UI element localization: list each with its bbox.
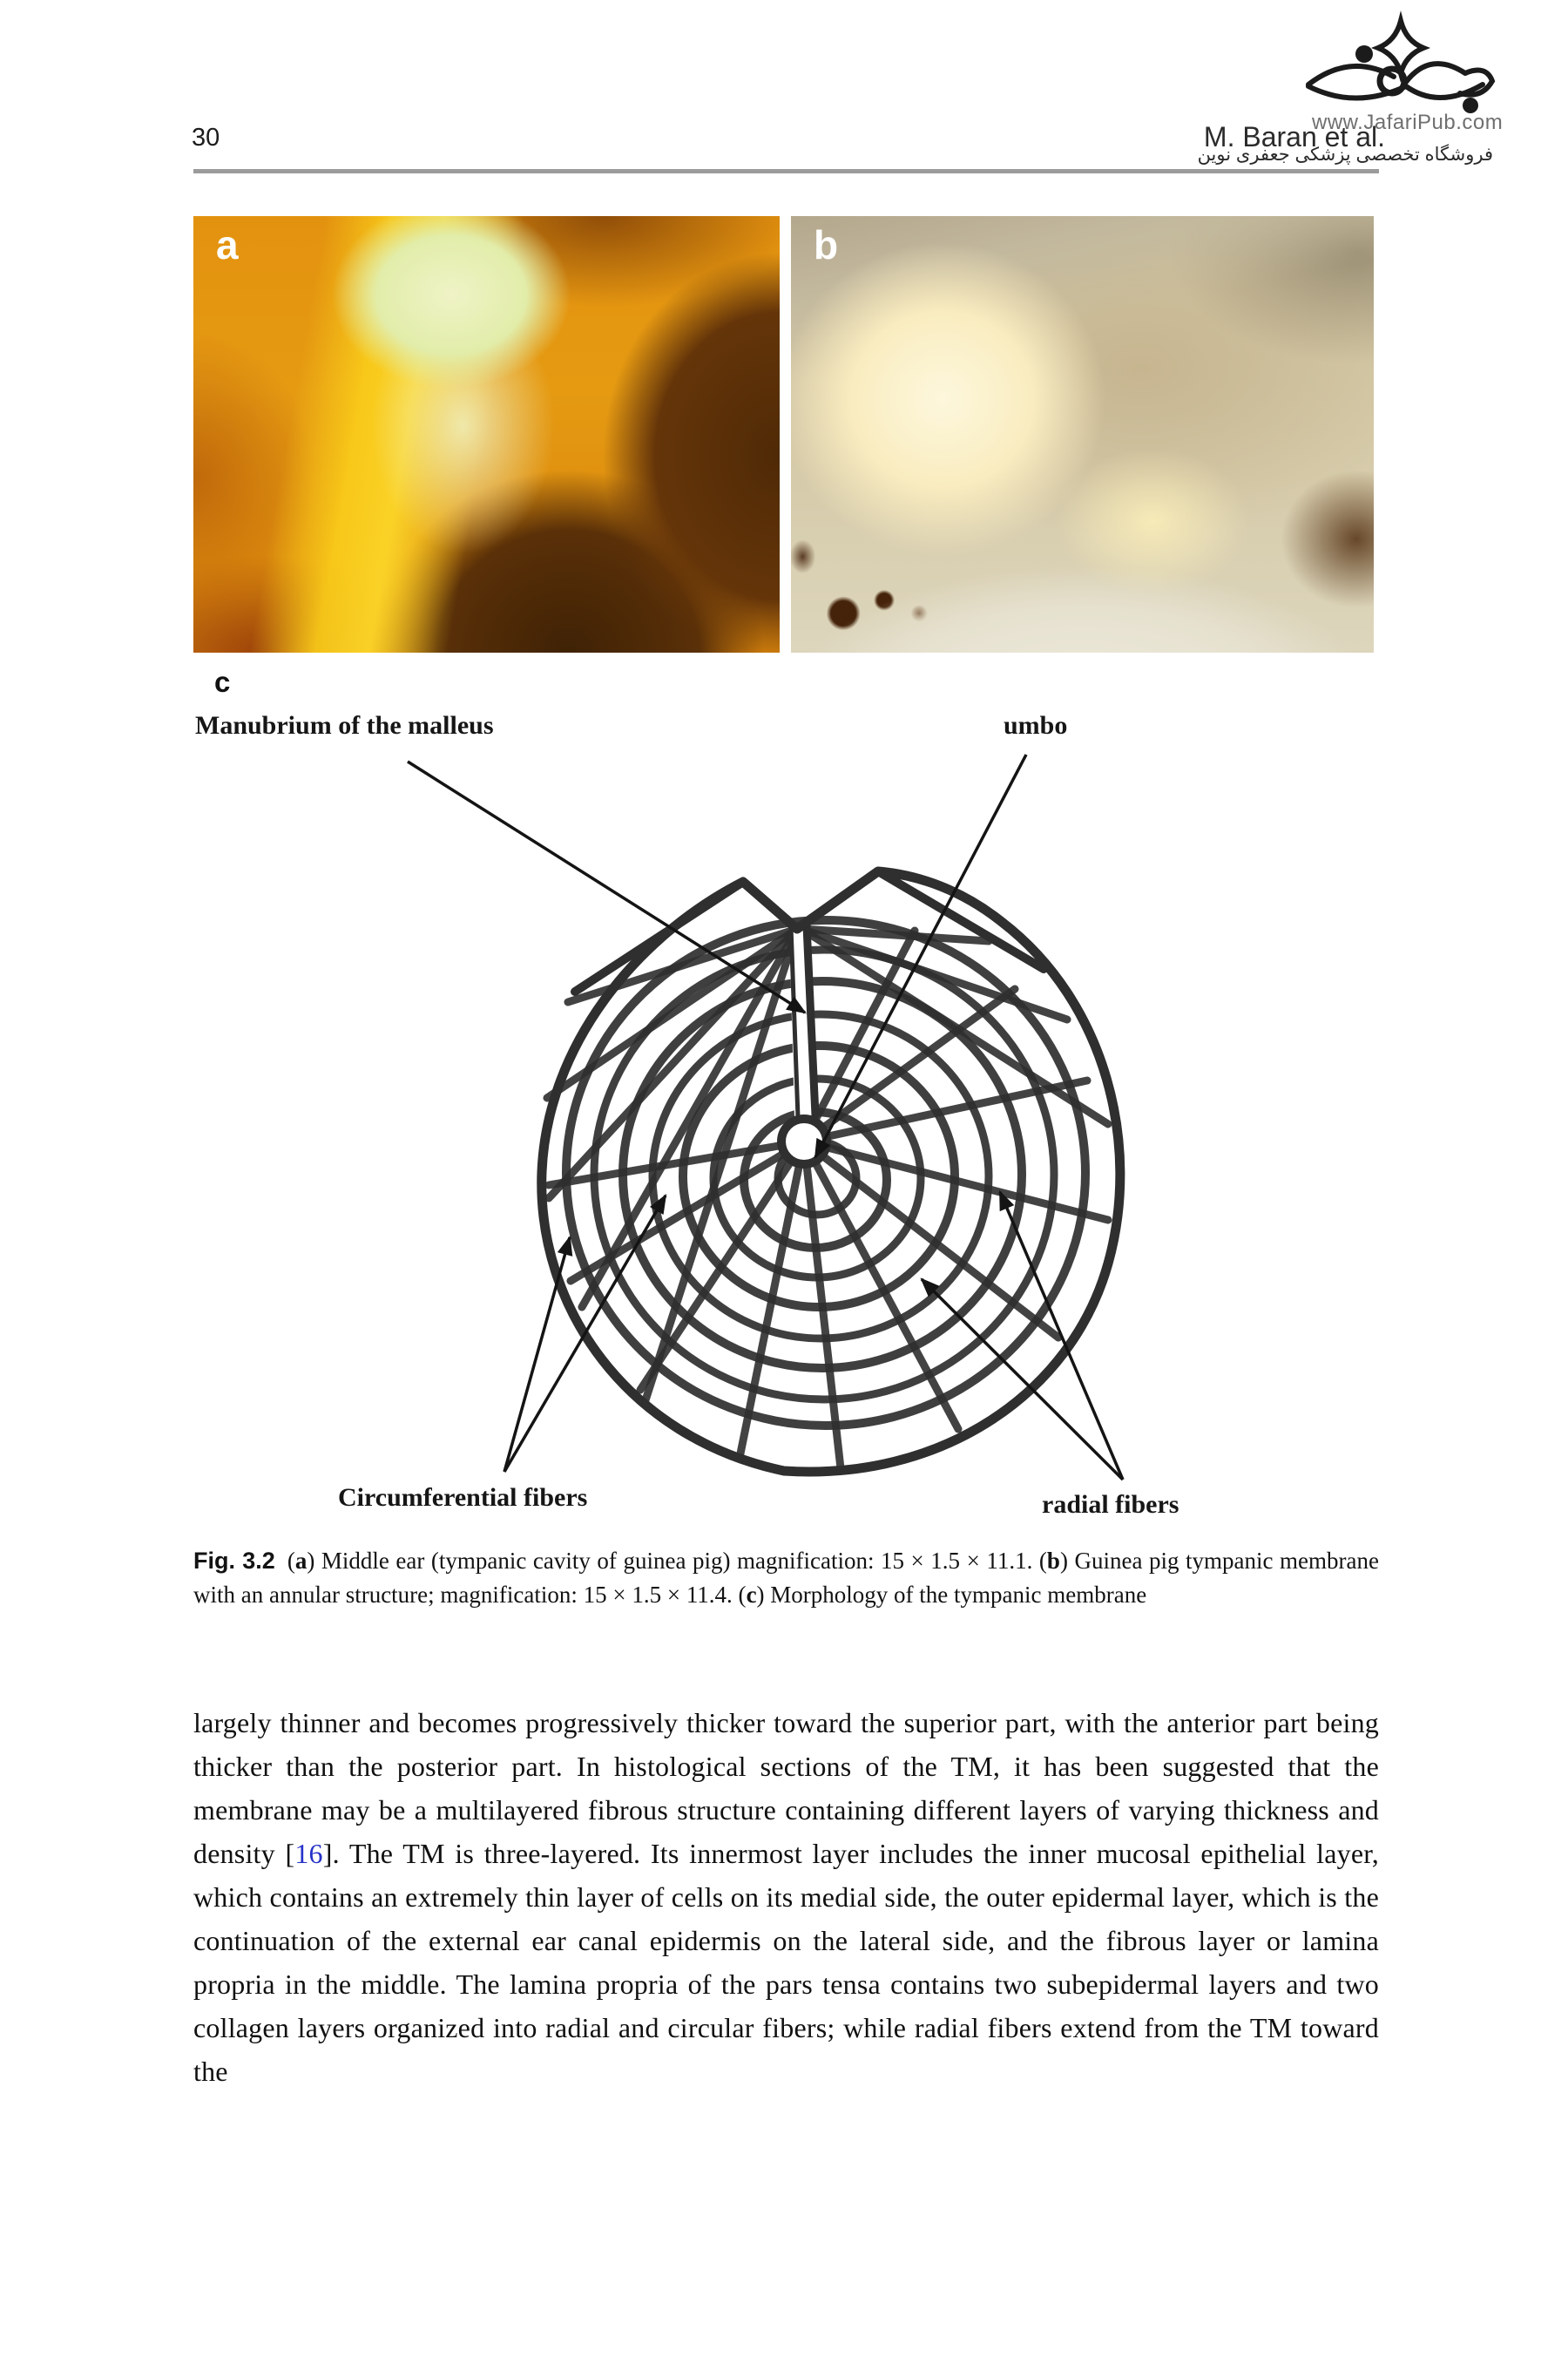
panel-label-c: c [214,666,231,698]
figure-caption [193,1544,1379,1612]
page-number: 30 [192,124,220,152]
diagram-label-umbo: umbo [1004,711,1068,740]
caption-run-bold-a: a [294,1548,308,1574]
arrow-radial-2 [922,1279,1123,1480]
figure-photo-b-tympanic-membrane [791,216,1374,653]
arrow-manubrium [408,762,805,1013]
diagram-label-radial-fibers: radial fibers [1042,1490,1179,1519]
caption-run: ) Guinea pig tympanic membrane with an annular structure; magnification: 15 × 1.5 × 11.4. ( [193,1548,1379,1608]
panel-label-b: b [814,222,839,268]
diagram-label-manubrium: Manubrium of the malleus [195,711,494,740]
diagram-label-circumferential-fibers: Circumferential fibers [338,1483,588,1512]
caption-run-bold-b: b [1046,1548,1060,1574]
body-text-after-ref: ]. The TM is three-layered. Its innermost layer includes the inner mucosal epithelial layer, which contains an extremely thin layer of cells on its medial side, the outer epidermal layer, which is the continuation of the external ear canal epidermis on the lateral side, and the fibrous layer or lamina propria in the middle. The lamina propria of the pars tensa contains two subepidermal layers and two collagen layers organized into radial and circular fibers; while radial fibers extend from the TM toward the [193,1838,1379,2087]
panel-label-a: a [216,222,239,268]
annotation-arrows [408,755,1123,1480]
membrane-outer-boundary [542,871,1120,1472]
caption-run-bold-c: c [746,1582,757,1608]
radial-fibers-from-umbo [549,931,1108,1468]
figure-photo-a-middle-ear [193,216,780,653]
caption-run: ) Morphology of the tympanic membrane [756,1582,1147,1608]
right-peak-inner-edge [878,871,1044,969]
arrow-radial-1 [1000,1192,1123,1480]
jafaripub-logo-icon [1302,2,1503,117]
body-paragraph [193,1701,1379,2093]
caption-run: ) Middle ear (tympanic cavity of guinea pig) magnification: 15 × 1.5 × 11.1. ( [307,1548,1047,1574]
circumferential-rings [566,920,1085,1426]
watermark-persian-text: فروشگاه تخصصی پزشکی جعفری نوین [1197,145,1493,165]
radial-fibers-upper-fan [547,929,1108,1403]
reference-link-16[interactable]: 16 [294,1838,323,1869]
arrow-circumferential-1 [504,1237,570,1472]
arrow-umbo [815,755,1026,1157]
left-peak-inner-edge [575,882,743,992]
umbo-hole [781,1119,827,1164]
arrow-circumferential-2 [504,1196,666,1472]
running-head-authors: M. Baran et al. [1203,121,1385,152]
figure-caption-number: Fig. 3.2 [193,1548,275,1574]
manubrium-strip [789,924,815,1119]
body-text-before-ref: largely thinner and becomes progressively thicker toward the superior part, with the anterior part being thicker than the posterior part. In histological sections of the TM, it has been suggested that the membrane may be a multilayered fibrous structure containing different layers of varying thickness and density [ [193,1707,1379,1869]
header-rule [193,169,1379,173]
watermark-url: www.JafariPub.com [1312,111,1504,134]
caption-run: ( [287,1548,295,1574]
